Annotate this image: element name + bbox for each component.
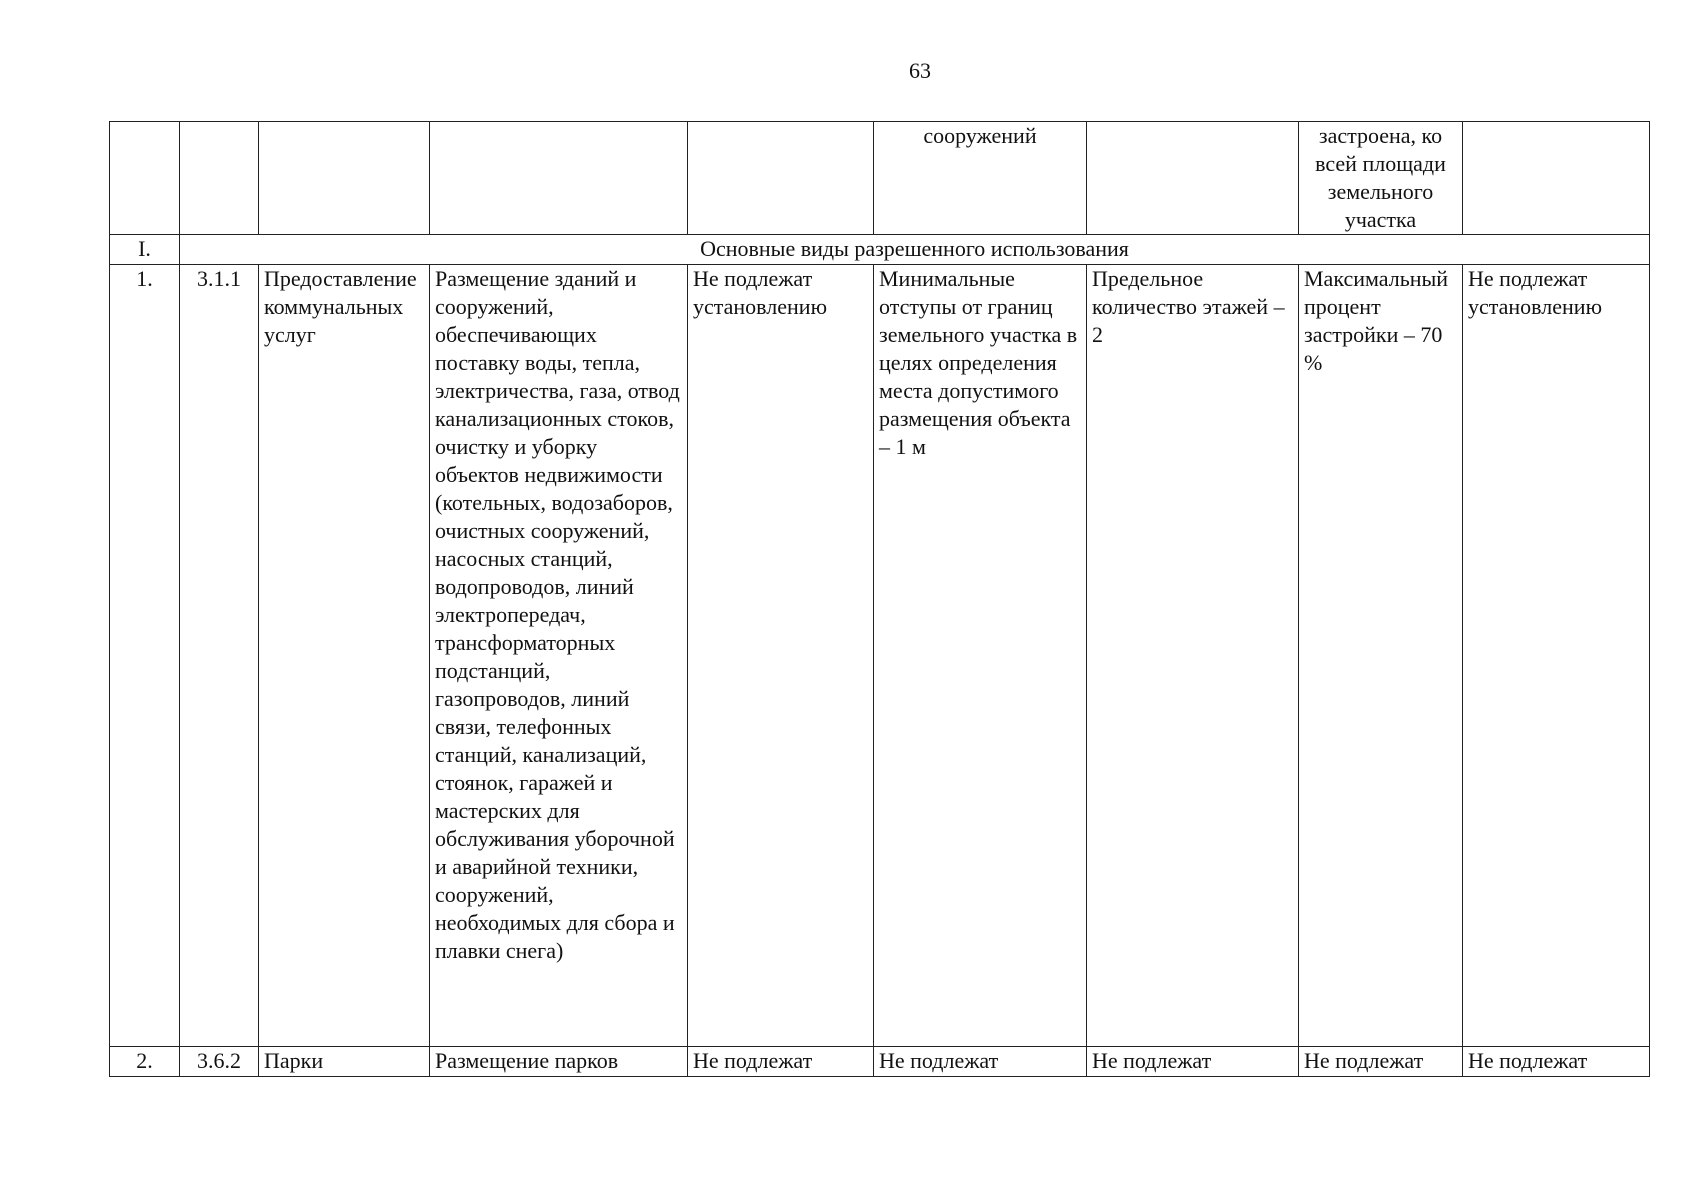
row-coverage: Максимальный процент застройки – 70 % <box>1299 265 1463 1047</box>
row-area: Не подлежат установлению <box>688 265 874 1047</box>
table-row <box>110 265 1650 1047</box>
table-row <box>110 1047 1650 1077</box>
cell-other <box>1463 122 1650 235</box>
cell-floors <box>1087 122 1299 235</box>
row-setbacks: Минимальные отступы от границ земельного участка в целях определения места допустимого размещения объекта – 1 м <box>874 265 1087 1047</box>
row-description: Размещение зданий и сооружений, обеспечивающих поставку воды, тепла, электричества, газа, отвод канализационных стоков, очистку и уборку объектов недвижимости (котельных, водозаборов, очистных сооружений, насосных станций, водопроводов, линий электропередач, трансформаторных подстанций, газопроводов, линий связи, телефонных станций, канализаций, стоянок, гаражей и мастерских для обслуживания уборочной и аварийной техники, сооружений, необходимых для сбора и плавки снега) <box>430 265 688 1047</box>
section-number: I. <box>110 235 180 265</box>
cell-number <box>110 122 180 235</box>
row-code: 3.1.1 <box>180 265 259 1047</box>
section-title: Основные виды разрешенного использования <box>180 235 1650 265</box>
cell-name <box>259 122 430 235</box>
cell-area <box>688 122 874 235</box>
row-code: 3.6.2 <box>180 1047 259 1077</box>
page-number: 63 <box>909 58 931 83</box>
cell-setbacks: сооружений <box>874 122 1087 235</box>
row-floors: Не подлежат <box>1087 1047 1299 1077</box>
continuation-row <box>110 122 1650 235</box>
row-number: 2. <box>110 1047 180 1077</box>
row-other: Не подлежат <box>1463 1047 1650 1077</box>
row-setbacks: Не подлежат <box>874 1047 1087 1077</box>
row-number: 1. <box>110 265 180 1047</box>
cell-description <box>430 122 688 235</box>
row-name: Предоставление коммунальных услуг <box>259 265 430 1047</box>
row-floors: Предельное количество этажей – 2 <box>1087 265 1299 1047</box>
row-description: Размещение парков <box>430 1047 688 1077</box>
row-area: Не подлежат <box>688 1047 874 1077</box>
cell-code <box>180 122 259 235</box>
row-coverage: Не подлежат <box>1299 1047 1463 1077</box>
row-other: Не подлежат установлению <box>1463 265 1650 1047</box>
section-row <box>110 235 1650 265</box>
cell-coverage: застроена, ко всей площади земельного участка <box>1299 122 1463 235</box>
land-use-regulations-table <box>109 121 1650 1077</box>
row-name: Парки <box>259 1047 430 1077</box>
